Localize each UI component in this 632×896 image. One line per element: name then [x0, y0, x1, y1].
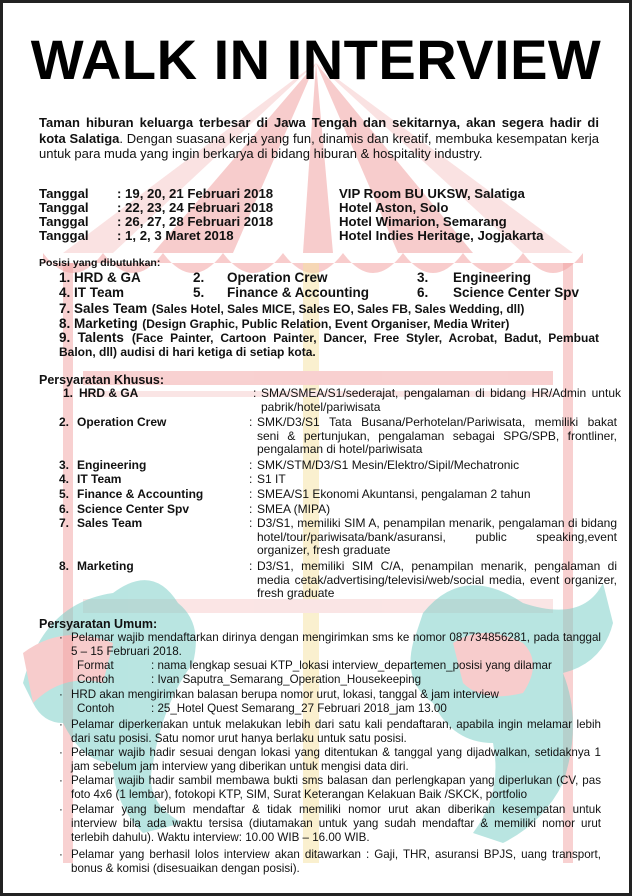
requirement-colon: :: [249, 472, 253, 486]
position-item: Engineering: [453, 270, 532, 285]
intro-rest: . Dengan suasana kerja yang fun, dinamis dan kreatif, membuka kesempatan kerja untuk para muda yang ingin berkarya di bidang hiburan & hospitality industry.: [39, 130, 599, 161]
requirement-desc: SMEA/S1 Ekonomi Akuntansi, pengalaman 2 tahun: [257, 487, 531, 501]
position-item: 8. Marketing: [59, 316, 138, 331]
requirement-position: Engineering: [77, 458, 147, 472]
schedule-label: Tanggal: [39, 214, 89, 229]
position-number: 3.: [417, 270, 429, 285]
schedule-dates: : 1, 2, 3 Maret 2018: [117, 228, 234, 243]
format-row: [71, 659, 601, 673]
general-requirement-item: [59, 688, 601, 702]
requirement-colon: :: [253, 386, 257, 400]
positions-heading: Posisi yang dibutuhkan:: [39, 257, 161, 269]
position-item: Operation Crew: [227, 270, 328, 285]
schedule-label: Tanggal: [39, 228, 89, 243]
schedule-label: Tanggal: [39, 200, 89, 215]
requirement-position: IT Team: [77, 472, 122, 486]
position-item: 1. HRD & GA: [59, 270, 141, 285]
requirement-row: [59, 560, 619, 602]
general-requirement-text: HRD akan mengirimkan balasan berupa nomor urut, lokasi, tanggal & jam interview: [71, 688, 499, 701]
requirement-number: 2.: [59, 415, 70, 429]
schedule-row: [39, 200, 599, 215]
requirement-number: 1.: [63, 386, 74, 400]
format-value: : 25_Hotel Quest Semarang_27 Februari 2018_jam 13.00: [151, 702, 447, 715]
requirement-position: Finance & Accounting: [77, 487, 204, 501]
position-talents-desc: (Face Painter, Cartoon Painter, Dancer, Free Styler, Acrobat, Badut, Pembuat Balon, dll) audisi di hari ketiga di setiap kota.: [59, 331, 599, 359]
bullet: ·: [59, 688, 63, 701]
schedule-venue: Hotel Wimarion, Semarang: [339, 214, 507, 229]
requirement-colon: :: [249, 458, 253, 472]
schedule-venue: Hotel Aston, Solo: [339, 200, 449, 215]
format-row: [71, 702, 601, 716]
schedule-row: [39, 214, 599, 229]
requirement-row: [59, 517, 619, 559]
position-item: 4. IT Team: [59, 285, 125, 300]
position-number: 2.: [193, 270, 205, 285]
schedule-dates: : 22, 23, 24 Februari 2018: [117, 200, 274, 215]
position-sales-desc: (Sales Hotel, Sales MICE, Sales EO, Sales FB, Sales Wedding, dll): [151, 302, 525, 316]
general-requirement-item: [59, 803, 601, 844]
position-number: 6.: [417, 285, 429, 300]
position-talents-line: [59, 330, 599, 359]
general-requirement-item: [59, 848, 601, 876]
requirement-colon: :: [249, 502, 253, 516]
format-row: [71, 673, 601, 687]
requirement-desc: SMA/SMEA/S1/sederajat, pengalaman di bidang HR/Admin untuk pabrik/hotel/pariwisata: [261, 386, 621, 414]
bullet: ·: [59, 774, 63, 787]
bullet: ·: [59, 803, 63, 816]
requirement-row: [59, 459, 619, 473]
position-item: Science Center Spv: [453, 285, 580, 300]
requirement-colon: :: [249, 415, 253, 429]
intro-bold: Taman hiburan keluarga terbesar di Jawa Tengah dan sekitarnya, akan segera hadir di kota Salatiga: [39, 115, 599, 146]
format-key: Contoh: [77, 702, 115, 715]
requirement-desc: S1 IT: [257, 472, 286, 486]
position-item: 9. Talents: [59, 330, 124, 345]
general-requirement-text: Pelamar wajib hadir sesuai dengan lokasi yang ditentukan & tanggal yang dijadwalkan, setidaknya 1 jam sebelum jam interview yang diberikan untuk mengisi data diri.: [71, 746, 601, 773]
schedule-row: [39, 228, 599, 243]
requirement-desc: SMK/D3/S1 Tata Busana/Perhotelan/Pariwisata, memiliki bakat seni & pertunjukan, pengalaman sebagai SPG/SPB, frontliner, pengalaman di hotel/pariwisata: [257, 415, 617, 457]
poster-title: WALK IN INTERVIEW: [30, 28, 602, 91]
general-requirement-text: Pelamar diperkenakan untuk melakukan lebih dari satu kali pendaftaran, apabila ingin melamar lebih dari satu posisi. Satu nomor urut hanya berlaku untuk satu posisi.: [71, 718, 601, 745]
schedule-label: Tanggal: [39, 186, 89, 201]
requirement-row: [59, 503, 619, 517]
special-requirements-heading: Persyaratan Khusus:: [39, 373, 165, 387]
requirement-position: Marketing: [77, 559, 134, 573]
position-marketing-desc: (Design Graphic, Public Relation, Event Organiser, Media Writer): [142, 317, 510, 331]
requirement-number: 6.: [59, 502, 70, 516]
requirement-row: [59, 473, 619, 487]
format-key: Contoh: [77, 673, 115, 686]
schedule-dates: : 19, 20, 21 Februari 2018: [117, 186, 274, 201]
schedule-row: [39, 186, 599, 201]
position-item: 7. Sales Team: [59, 301, 148, 316]
requirement-row: [59, 488, 619, 502]
requirement-row: [63, 387, 623, 415]
general-requirement-text: Pelamar yang berhasil lolos interview akan ditawarkan : Gaji, THR, asuransi BPJS, uang transport, bonus & komisi (disesuaikan dengan posisi).: [71, 848, 601, 875]
general-requirements-heading: Persyaratan Umum:: [39, 617, 158, 631]
position-item: Finance & Accounting: [227, 285, 370, 300]
general-requirement-item: [59, 746, 601, 774]
requirement-desc: SMK/STM/D3/S1 Mesin/Elektro/Sipil/Mechatronic: [257, 458, 520, 472]
position-number: 5.: [193, 285, 205, 300]
requirement-number: 7.: [59, 516, 70, 530]
general-requirement-item: [59, 774, 601, 802]
format-value: : nama lengkap sesuai KTP_lokasi interview_departemen_posisi yang dilamar: [151, 659, 552, 672]
requirement-position: Sales Team: [77, 516, 143, 530]
general-requirement-text: Pelamar yang belum mendaftar & tidak memiliki nomor urut akan diberikan kesempatan untuk interview bila ada waktu tersisa (diutamakan untuk yang sudah mendaftar & memiliki nomor urut terlebih dahulu). Waktu interview: 10.00 WIB – 16.00 WIB.: [71, 803, 601, 844]
bullet: ·: [59, 848, 63, 861]
requirement-colon: :: [249, 559, 253, 573]
requirement-position: Operation Crew: [77, 415, 167, 429]
general-requirement-item: [59, 718, 601, 746]
general-requirement-item: [59, 631, 601, 659]
intro-paragraph: [39, 115, 599, 162]
schedule-venue: Hotel Indies Heritage, Jogjakarta: [339, 228, 544, 243]
bullet: ·: [59, 631, 63, 644]
requirement-position: HRD & GA: [79, 386, 139, 400]
requirement-position: Science Center Spv: [77, 502, 190, 516]
format-value: : Ivan Saputra_Semarang_Operation_Housekeeping: [151, 673, 422, 686]
requirement-desc: SMEA (MIPA): [257, 502, 331, 516]
requirement-number: 5.: [59, 487, 70, 501]
requirement-number: 4.: [59, 472, 70, 486]
general-requirement-text: Pelamar wajib mendaftarkan dirinya dengan mengirimkan sms ke nomor 087734856281, pada tanggal 5 – 15 Februari 2018.: [71, 631, 601, 658]
requirement-colon: :: [249, 487, 253, 501]
bullet: ·: [59, 746, 63, 759]
schedule-dates: : 26, 27, 28 Februari 2018: [117, 214, 274, 229]
bullet: ·: [59, 718, 63, 731]
requirement-colon: :: [249, 516, 253, 530]
schedule-venue: VIP Room BU UKSW, Salatiga: [339, 186, 525, 201]
requirement-desc: D3/S1, memiliki SIM C/A, penampilan menarik, pengalaman di media cetak/advertising/televisi/web/social media, event organizer, fresh graduate: [257, 559, 617, 601]
format-key: Format: [77, 659, 114, 672]
general-requirement-text: Pelamar wajib hadir sambil membawa bukti sms balasan dan perlengkapan yang diperlukan (CV, pas foto 4x6 (1 lembar), fotokopi KTP, SIM, Surat Keterangan Kelakuan Baik /SKCK, portfolio: [71, 774, 601, 801]
requirement-number: 3.: [59, 458, 70, 472]
requirement-row: [59, 416, 619, 458]
requirement-number: 8.: [59, 559, 70, 573]
requirement-desc: D3/S1, memiliki SIM A, penampilan menarik, pengalaman di bidang hotel/tour/pariwisata/bank/asuransi, public speaking,event organizer, fresh graduate: [257, 516, 617, 558]
